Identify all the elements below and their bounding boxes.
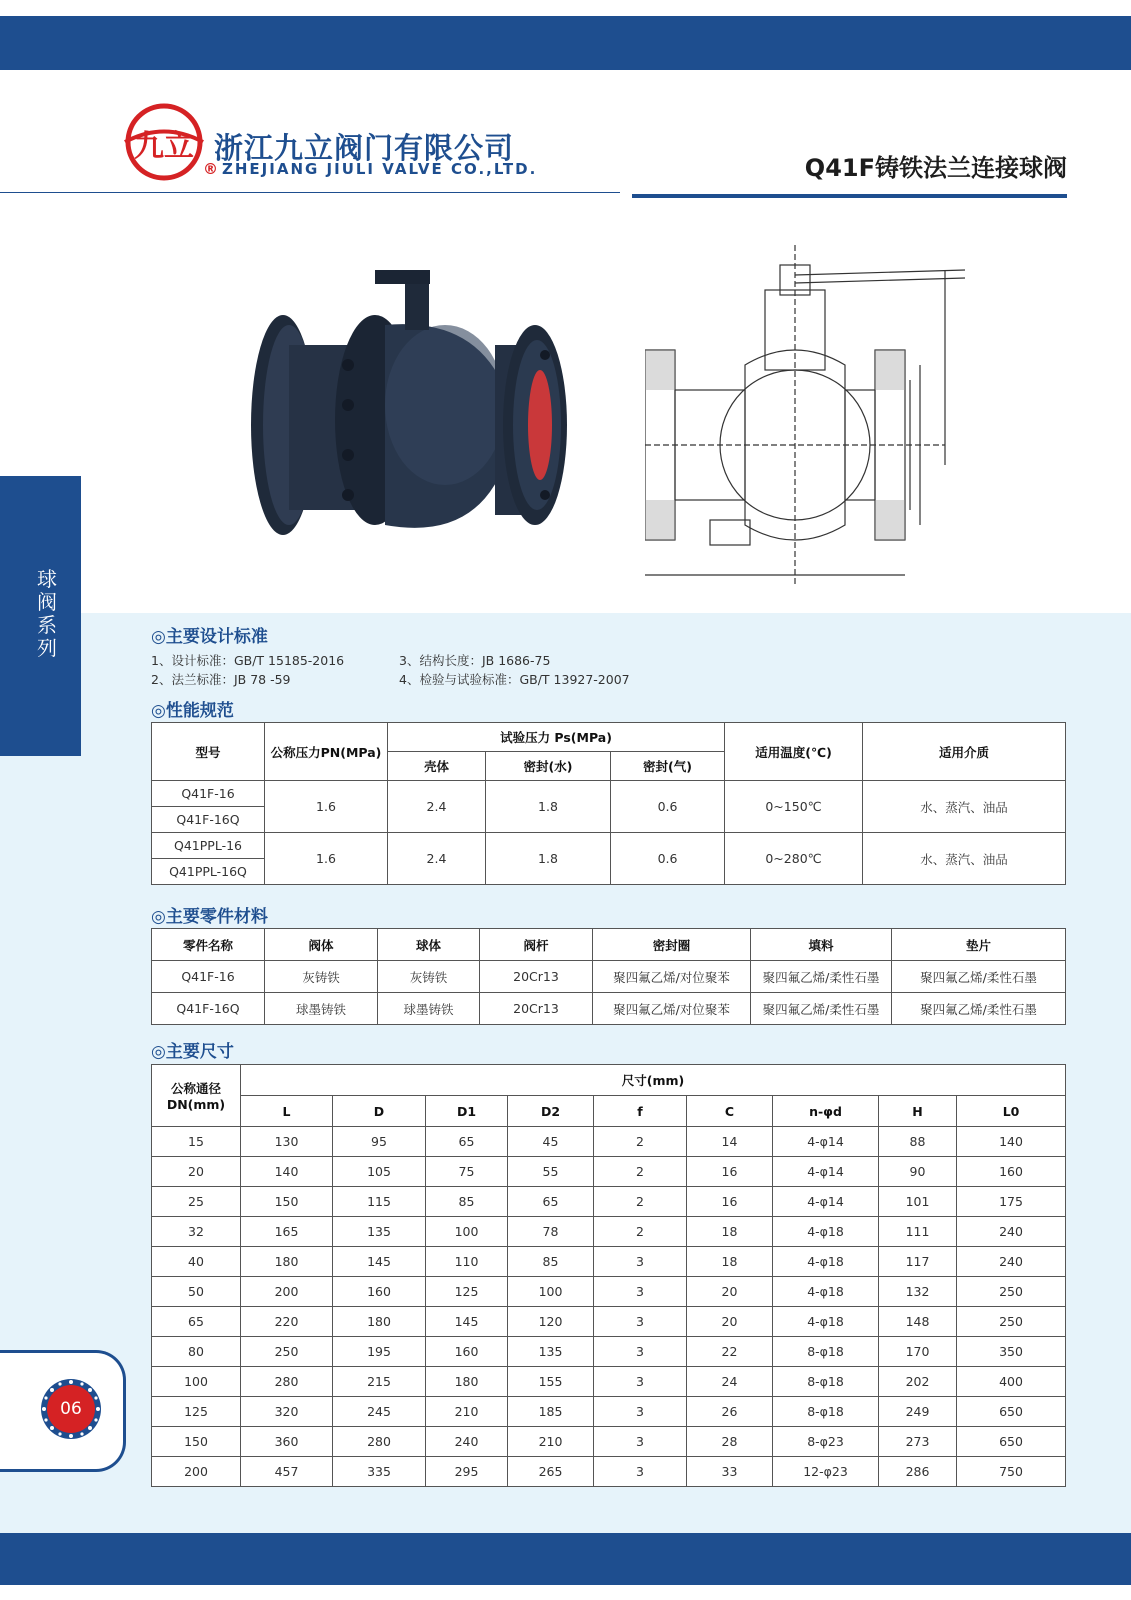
dim-cell: 85 bbox=[508, 1247, 594, 1277]
materials-cell: 球墨铸铁 bbox=[265, 993, 378, 1025]
dim-cell: 150 bbox=[241, 1187, 333, 1217]
logo-text: 九立 bbox=[134, 129, 194, 164]
perf-pn: 1.6 bbox=[265, 833, 388, 885]
dim-cell: 26 bbox=[687, 1397, 773, 1427]
dim-cell: 135 bbox=[333, 1217, 426, 1247]
dim-cell: 3 bbox=[594, 1277, 687, 1307]
dim-cell: 195 bbox=[333, 1337, 426, 1367]
materials-header: 球体 bbox=[378, 929, 480, 961]
dim-cell: 115 bbox=[333, 1187, 426, 1217]
standards-section-title: ◎主要设计标准 bbox=[151, 627, 268, 647]
perf-header-seal-gas: 密封(气) bbox=[611, 752, 725, 781]
dim-cell: 130 bbox=[241, 1127, 333, 1157]
dim-cell: 100 bbox=[152, 1367, 241, 1397]
materials-cell: Q41F-16Q bbox=[152, 993, 265, 1025]
perf-header-pn: 公称压力PN(MPa) bbox=[265, 723, 388, 781]
dim-cell: 210 bbox=[508, 1427, 594, 1457]
table-row bbox=[152, 1247, 1066, 1277]
table-row bbox=[152, 1457, 1066, 1487]
dim-cell: 8-φ18 bbox=[773, 1337, 879, 1367]
side-tab-label: 球阀系列 bbox=[37, 567, 57, 660]
dim-cell: 180 bbox=[426, 1367, 508, 1397]
materials-header: 阀体 bbox=[265, 929, 378, 961]
materials-cell: 聚四氟乙烯/对位聚苯 bbox=[593, 961, 751, 993]
table-row bbox=[152, 781, 1066, 807]
materials-section-title: ◎主要零件材料 bbox=[151, 907, 268, 927]
dim-cell: 280 bbox=[333, 1427, 426, 1457]
dim-cell: 2 bbox=[594, 1127, 687, 1157]
dim-cell: 3 bbox=[594, 1397, 687, 1427]
dim-cell: 140 bbox=[241, 1157, 333, 1187]
dim-cell: 185 bbox=[508, 1397, 594, 1427]
dim-cell: 4-φ14 bbox=[773, 1157, 879, 1187]
materials-table bbox=[151, 928, 1066, 1025]
dim-cell: 18 bbox=[687, 1217, 773, 1247]
dim-cell: 25 bbox=[152, 1187, 241, 1217]
dim-cell: 32 bbox=[152, 1217, 241, 1247]
standard-item: 4、检验与试验标准：GB/T 13927-2007 bbox=[399, 672, 630, 687]
performance-section-title: ◎性能规范 bbox=[151, 701, 234, 721]
dim-cell: 65 bbox=[508, 1187, 594, 1217]
dim-cell: 650 bbox=[957, 1427, 1066, 1457]
dim-cell: 40 bbox=[152, 1247, 241, 1277]
dim-cell: 202 bbox=[879, 1367, 957, 1397]
dim-cell: 110 bbox=[426, 1247, 508, 1277]
dim-cell: 135 bbox=[508, 1337, 594, 1367]
dim-cell: 295 bbox=[426, 1457, 508, 1487]
dim-cell: 12-φ23 bbox=[773, 1457, 879, 1487]
dim-cell: 4-φ18 bbox=[773, 1247, 879, 1277]
dim-cell: 220 bbox=[241, 1307, 333, 1337]
materials-cell: 灰铸铁 bbox=[378, 961, 480, 993]
dim-cell: 45 bbox=[508, 1127, 594, 1157]
standard-item: 2、法兰标准：JB 78 -59 bbox=[151, 672, 291, 687]
dim-cell: 75 bbox=[426, 1157, 508, 1187]
dim-cell: 2 bbox=[594, 1217, 687, 1247]
dim-cell: 350 bbox=[957, 1337, 1066, 1367]
dim-cell: 33 bbox=[687, 1457, 773, 1487]
company-name-en: ® ZHEJIANG JIULI VALVE CO.,LTD. bbox=[203, 160, 538, 178]
header-divider-accent bbox=[632, 194, 1067, 198]
dim-column-header: L bbox=[241, 1096, 333, 1127]
materials-header: 零件名称 bbox=[152, 929, 265, 961]
dim-cell: 24 bbox=[687, 1367, 773, 1397]
perf-header-test-pressure: 试验压力 Ps(MPa) bbox=[388, 723, 725, 752]
dim-cell: 265 bbox=[508, 1457, 594, 1487]
materials-cell: 聚四氟乙烯/对位聚苯 bbox=[593, 993, 751, 1025]
perf-header-seal-water: 密封(水) bbox=[486, 752, 611, 781]
dim-column-header: D bbox=[333, 1096, 426, 1127]
dim-cell: 117 bbox=[879, 1247, 957, 1277]
dim-cell: 200 bbox=[152, 1457, 241, 1487]
materials-cell: Q41F-16 bbox=[152, 961, 265, 993]
dim-cell: 145 bbox=[426, 1307, 508, 1337]
table-row bbox=[152, 1337, 1066, 1367]
dim-cell: 3 bbox=[594, 1457, 687, 1487]
dim-cell: 160 bbox=[957, 1157, 1066, 1187]
dim-column-header: L0 bbox=[957, 1096, 1066, 1127]
dim-cell: 240 bbox=[426, 1427, 508, 1457]
perf-model: Q41PPL-16Q bbox=[152, 859, 265, 885]
dim-cell: 150 bbox=[152, 1427, 241, 1457]
dim-cell: 105 bbox=[333, 1157, 426, 1187]
dim-cell: 8-φ18 bbox=[773, 1367, 879, 1397]
dim-cell: 273 bbox=[879, 1427, 957, 1457]
dim-cell: 250 bbox=[957, 1307, 1066, 1337]
dim-cell: 140 bbox=[957, 1127, 1066, 1157]
dim-cell: 250 bbox=[957, 1277, 1066, 1307]
dim-cell: 3 bbox=[594, 1367, 687, 1397]
dim-cell: 20 bbox=[152, 1157, 241, 1187]
dim-cell: 78 bbox=[508, 1217, 594, 1247]
dimensions-section-title: ◎主要尺寸 bbox=[151, 1042, 234, 1062]
perf-temp: 0~150℃ bbox=[725, 781, 863, 833]
dim-cell: 250 bbox=[241, 1337, 333, 1367]
dim-cell: 4-φ14 bbox=[773, 1187, 879, 1217]
perf-header-media: 适用介质 bbox=[863, 723, 1066, 781]
perf-pn: 1.6 bbox=[265, 781, 388, 833]
dim-cell: 125 bbox=[152, 1397, 241, 1427]
perf-model: Q41F-16 bbox=[152, 781, 265, 807]
materials-header: 阀杆 bbox=[480, 929, 593, 961]
materials-header: 垫片 bbox=[892, 929, 1066, 961]
dim-cell: 16 bbox=[687, 1187, 773, 1217]
dim-cell: 65 bbox=[426, 1127, 508, 1157]
product-title: Q41F铸铁法兰连接球阀 bbox=[804, 154, 1067, 182]
dim-cell: 101 bbox=[879, 1187, 957, 1217]
dim-column-header: n-φd bbox=[773, 1096, 879, 1127]
dim-cell: 200 bbox=[241, 1277, 333, 1307]
dim-cell: 100 bbox=[426, 1217, 508, 1247]
materials-header: 填料 bbox=[751, 929, 892, 961]
standard-item: 3、结构长度：JB 1686-75 bbox=[399, 653, 551, 668]
dim-cell: 360 bbox=[241, 1427, 333, 1457]
dim-cell: 280 bbox=[241, 1367, 333, 1397]
dim-cell: 245 bbox=[333, 1397, 426, 1427]
table-row bbox=[152, 1427, 1066, 1457]
dim-cell: 3 bbox=[594, 1307, 687, 1337]
valve-photo bbox=[245, 255, 575, 575]
dim-cell: 165 bbox=[241, 1217, 333, 1247]
materials-cell: 聚四氟乙烯/柔性石墨 bbox=[751, 961, 892, 993]
dim-cell: 180 bbox=[333, 1307, 426, 1337]
dim-cell: 120 bbox=[508, 1307, 594, 1337]
dim-cell: 3 bbox=[594, 1427, 687, 1457]
table-row bbox=[152, 1187, 1066, 1217]
perf-shell: 2.4 bbox=[388, 833, 486, 885]
perf-header-model: 型号 bbox=[152, 723, 265, 781]
dim-cell: 160 bbox=[426, 1337, 508, 1367]
dim-cell: 148 bbox=[879, 1307, 957, 1337]
perf-header-shell: 壳体 bbox=[388, 752, 486, 781]
perf-header-temp: 适用温度(℃) bbox=[725, 723, 863, 781]
dim-column-header: D1 bbox=[426, 1096, 508, 1127]
table-row bbox=[152, 993, 1066, 1025]
dim-cell: 55 bbox=[508, 1157, 594, 1187]
dim-cell: 4-φ14 bbox=[773, 1127, 879, 1157]
dim-cell: 160 bbox=[333, 1277, 426, 1307]
perf-seal-water: 1.8 bbox=[486, 833, 611, 885]
company-name-cn: 浙江九立阀门有限公司 bbox=[214, 131, 515, 165]
dim-cell: 650 bbox=[957, 1397, 1066, 1427]
dim-cell: 8-φ18 bbox=[773, 1397, 879, 1427]
dim-cell: 85 bbox=[426, 1187, 508, 1217]
dim-cell: 320 bbox=[241, 1397, 333, 1427]
dim-cell: 4-φ18 bbox=[773, 1307, 879, 1337]
materials-cell: 灰铸铁 bbox=[265, 961, 378, 993]
dim-cell: 20 bbox=[687, 1277, 773, 1307]
table-row bbox=[152, 1217, 1066, 1247]
dim-cell: 90 bbox=[879, 1157, 957, 1187]
dim-cell: 4-φ18 bbox=[773, 1217, 879, 1247]
table-row bbox=[152, 1277, 1066, 1307]
perf-model: Q41F-16Q bbox=[152, 807, 265, 833]
table-row bbox=[152, 1157, 1066, 1187]
dim-cell: 457 bbox=[241, 1457, 333, 1487]
dim-header-size: 尺寸(mm) bbox=[241, 1065, 1066, 1096]
dim-cell: 180 bbox=[241, 1247, 333, 1277]
dim-cell: 145 bbox=[333, 1247, 426, 1277]
dim-cell: 400 bbox=[957, 1367, 1066, 1397]
dim-cell: 3 bbox=[594, 1337, 687, 1367]
perf-seal-gas: 0.6 bbox=[611, 833, 725, 885]
dim-column-header: C bbox=[687, 1096, 773, 1127]
table-row bbox=[152, 1367, 1066, 1397]
dim-cell: 132 bbox=[879, 1277, 957, 1307]
dim-cell: 14 bbox=[687, 1127, 773, 1157]
dim-cell: 95 bbox=[333, 1127, 426, 1157]
dimensions-table bbox=[151, 1064, 1066, 1487]
dim-cell: 88 bbox=[879, 1127, 957, 1157]
perf-temp: 0~280℃ bbox=[725, 833, 863, 885]
dim-cell: 28 bbox=[687, 1427, 773, 1457]
dim-cell: 240 bbox=[957, 1217, 1066, 1247]
perf-shell: 2.4 bbox=[388, 781, 486, 833]
materials-cell: 聚四氟乙烯/柔性石墨 bbox=[892, 961, 1066, 993]
materials-cell: 聚四氟乙烯/柔性石墨 bbox=[751, 993, 892, 1025]
table-row bbox=[152, 961, 1066, 993]
table-row bbox=[152, 1307, 1066, 1337]
dim-cell: 18 bbox=[687, 1247, 773, 1277]
materials-cell: 球墨铸铁 bbox=[378, 993, 480, 1025]
dim-cell: 50 bbox=[152, 1277, 241, 1307]
perf-media: 水、蒸汽、油品 bbox=[863, 781, 1066, 833]
dim-cell: 170 bbox=[879, 1337, 957, 1367]
dim-cell: 155 bbox=[508, 1367, 594, 1397]
dim-cell: 65 bbox=[152, 1307, 241, 1337]
top-banner bbox=[0, 16, 1131, 70]
dim-cell: 15 bbox=[152, 1127, 241, 1157]
company-logo-icon bbox=[123, 101, 205, 183]
dim-cell: 2 bbox=[594, 1187, 687, 1217]
dim-cell: 111 bbox=[879, 1217, 957, 1247]
dim-cell: 20 bbox=[687, 1307, 773, 1337]
table-row bbox=[152, 1397, 1066, 1427]
dim-column-header: D2 bbox=[508, 1096, 594, 1127]
dim-cell: 750 bbox=[957, 1457, 1066, 1487]
materials-cell: 20Cr13 bbox=[480, 993, 593, 1025]
dim-cell: 22 bbox=[687, 1337, 773, 1367]
dim-cell: 249 bbox=[879, 1397, 957, 1427]
performance-table bbox=[151, 722, 1066, 885]
dim-cell: 3 bbox=[594, 1247, 687, 1277]
materials-header: 密封圈 bbox=[593, 929, 751, 961]
dim-cell: 16 bbox=[687, 1157, 773, 1187]
dim-cell: 335 bbox=[333, 1457, 426, 1487]
dim-cell: 80 bbox=[152, 1337, 241, 1367]
materials-cell: 聚四氟乙烯/柔性石墨 bbox=[892, 993, 1066, 1025]
dim-cell: 100 bbox=[508, 1277, 594, 1307]
dim-cell: 125 bbox=[426, 1277, 508, 1307]
dim-cell: 2 bbox=[594, 1157, 687, 1187]
dim-cell: 215 bbox=[333, 1367, 426, 1397]
dim-column-header: H bbox=[879, 1096, 957, 1127]
dim-cell: 240 bbox=[957, 1247, 1066, 1277]
bottom-banner bbox=[0, 1533, 1131, 1585]
table-row bbox=[152, 1127, 1066, 1157]
dim-cell: 8-φ23 bbox=[773, 1427, 879, 1457]
dim-header-dn: 公称通径DN(mm) bbox=[152, 1065, 241, 1127]
materials-cell: 20Cr13 bbox=[480, 961, 593, 993]
page-number: 06 bbox=[60, 1399, 82, 1419]
dim-cell: 175 bbox=[957, 1187, 1066, 1217]
dim-cell: 210 bbox=[426, 1397, 508, 1427]
perf-seal-gas: 0.6 bbox=[611, 781, 725, 833]
dim-cell: 4-φ18 bbox=[773, 1277, 879, 1307]
header-divider bbox=[0, 192, 620, 193]
perf-seal-water: 1.8 bbox=[486, 781, 611, 833]
dim-cell: 286 bbox=[879, 1457, 957, 1487]
perf-model: Q41PPL-16 bbox=[152, 833, 265, 859]
perf-media: 水、蒸汽、油品 bbox=[863, 833, 1066, 885]
standard-item: 1、设计标准：GB/T 15185-2016 bbox=[151, 653, 345, 668]
dim-column-header: f bbox=[594, 1096, 687, 1127]
valve-technical-drawing bbox=[645, 245, 985, 595]
table-row bbox=[152, 833, 1066, 859]
